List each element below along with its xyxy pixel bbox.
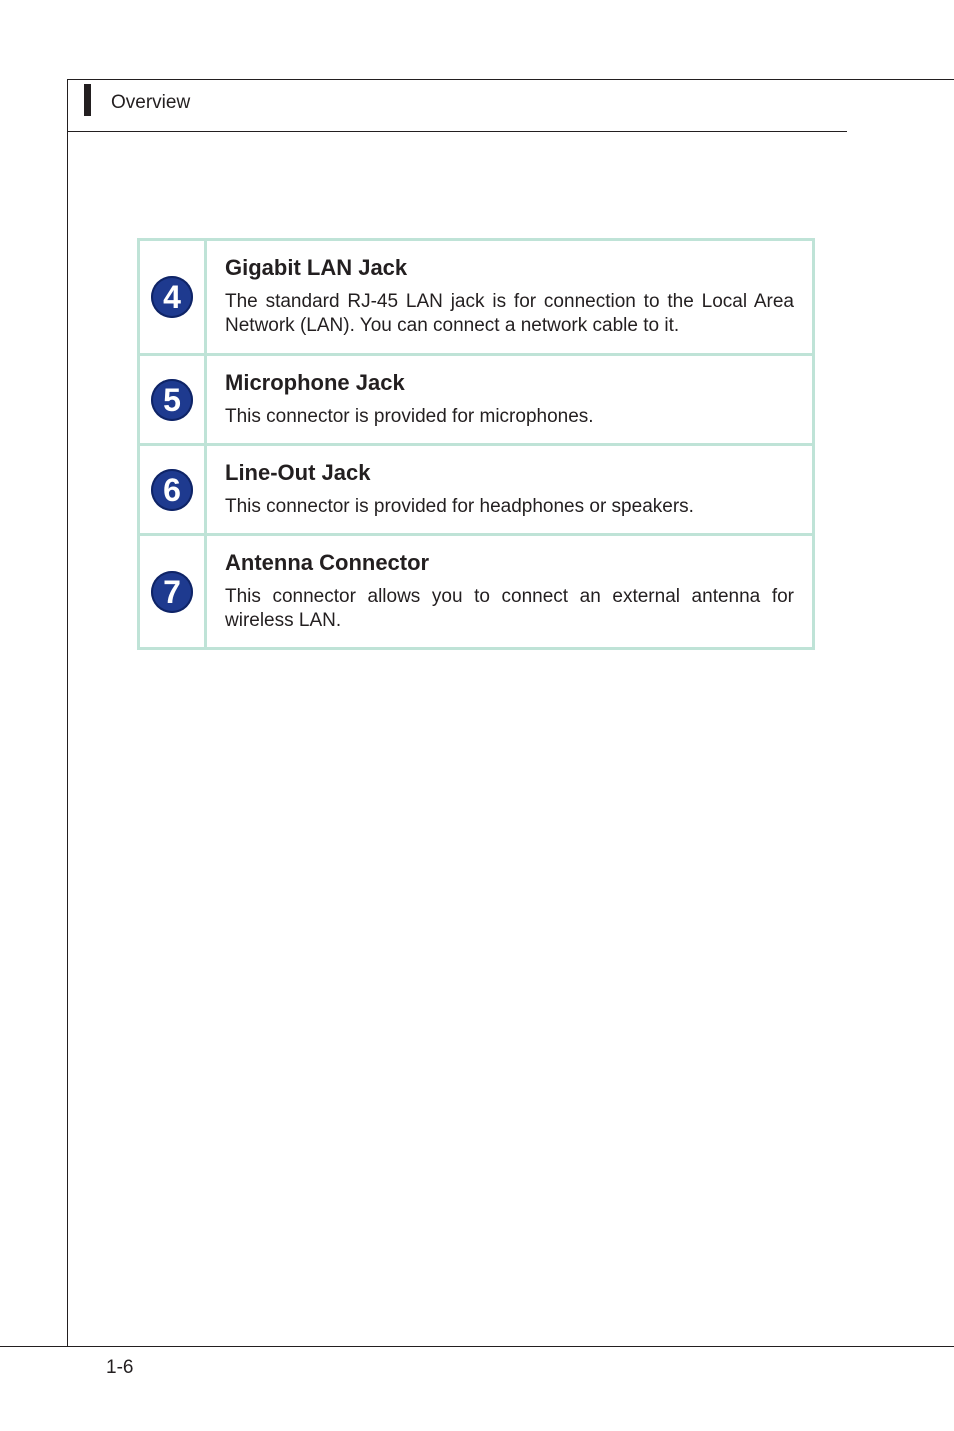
footer-rule: [0, 1346, 954, 1347]
item-description: This connector is provided for headphones or speakers.: [225, 496, 694, 517]
item-title: Line-Out Jack: [225, 460, 371, 485]
page-number: 1-6: [106, 1357, 134, 1378]
table-row: [139, 355, 814, 445]
left-margin-rule: [67, 79, 68, 1346]
number-badge-4: 4: [151, 276, 193, 318]
item-title: Microphone Jack: [225, 370, 405, 395]
table-row: [139, 535, 814, 649]
section-title: Overview: [111, 92, 191, 113]
header-bottom-rule: [67, 131, 847, 132]
item-description: The standard RJ-45 LAN jack is for connection to the Local Area Network (LAN). You can connect a network cable to it.: [225, 291, 794, 336]
header-top-rule: [67, 79, 954, 80]
number-cell: [139, 355, 206, 445]
section-marker-bar: [84, 84, 91, 116]
item-title: Gigabit LAN Jack: [225, 255, 408, 280]
connector-table: [137, 238, 815, 650]
number-badge-7: 7: [151, 571, 193, 613]
table-row: [139, 445, 814, 535]
item-description: This connector is provided for microphones.: [225, 406, 594, 427]
item-title: Antenna Connector: [225, 550, 430, 575]
number-cell: [139, 535, 206, 649]
number-cell: [139, 240, 206, 355]
description-cell: [206, 445, 814, 535]
description-cell: [206, 240, 814, 355]
number-badge-6: 6: [151, 469, 193, 511]
table-row: [139, 240, 814, 355]
number-badge-5: 5: [151, 379, 193, 421]
description-cell: [206, 535, 814, 649]
item-description: This connector allows you to connect an external antenna for wireless LAN.: [225, 586, 794, 631]
number-cell: [139, 445, 206, 535]
description-cell: [206, 355, 814, 445]
